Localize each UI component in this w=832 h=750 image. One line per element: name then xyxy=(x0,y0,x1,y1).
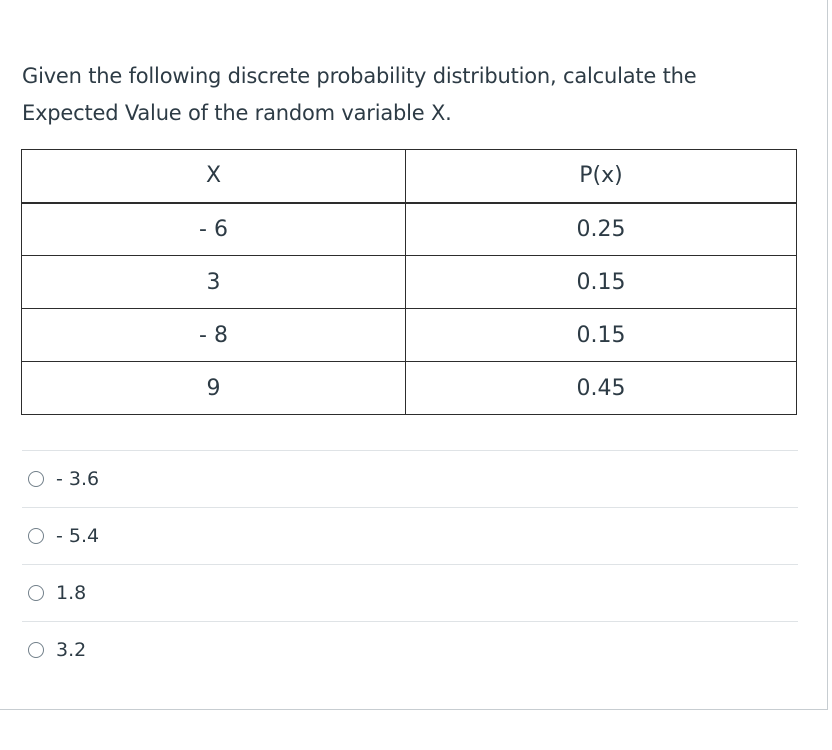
probability-distribution-table xyxy=(21,149,797,415)
table-row xyxy=(22,203,797,256)
answer-label: 1.8 xyxy=(56,582,87,604)
answer-option[interactable] xyxy=(22,450,798,507)
question-line-1: Given the following discrete probability distribution, calculate the xyxy=(22,64,697,88)
answer-label: 3.2 xyxy=(56,639,87,661)
question-text xyxy=(22,58,802,132)
radio-button[interactable] xyxy=(28,528,44,544)
question-line-2: Expected Value of the random variable X. xyxy=(22,101,452,125)
table-row xyxy=(22,309,797,362)
radio-button[interactable] xyxy=(28,642,44,658)
answer-options xyxy=(22,450,798,678)
probability-value: 0.15 xyxy=(406,256,797,309)
probability-value: 0.15 xyxy=(406,309,797,362)
x-value: - 6 xyxy=(22,203,406,256)
answer-option[interactable] xyxy=(22,507,798,564)
table-row xyxy=(22,256,797,309)
column-header-x: X xyxy=(22,150,406,203)
table-row xyxy=(22,362,797,415)
x-value: - 8 xyxy=(22,309,406,362)
answer-option[interactable] xyxy=(22,564,798,621)
answer-option[interactable] xyxy=(22,621,798,678)
answer-label: - 3.6 xyxy=(56,468,100,490)
radio-button[interactable] xyxy=(28,471,44,487)
radio-button[interactable] xyxy=(28,585,44,601)
probability-value: 0.45 xyxy=(406,362,797,415)
probability-value: 0.25 xyxy=(406,203,797,256)
table-header-row xyxy=(22,150,797,203)
x-value: 9 xyxy=(22,362,406,415)
column-header-px: P(x) xyxy=(406,150,797,203)
answer-label: - 5.4 xyxy=(56,525,100,547)
x-value: 3 xyxy=(22,256,406,309)
